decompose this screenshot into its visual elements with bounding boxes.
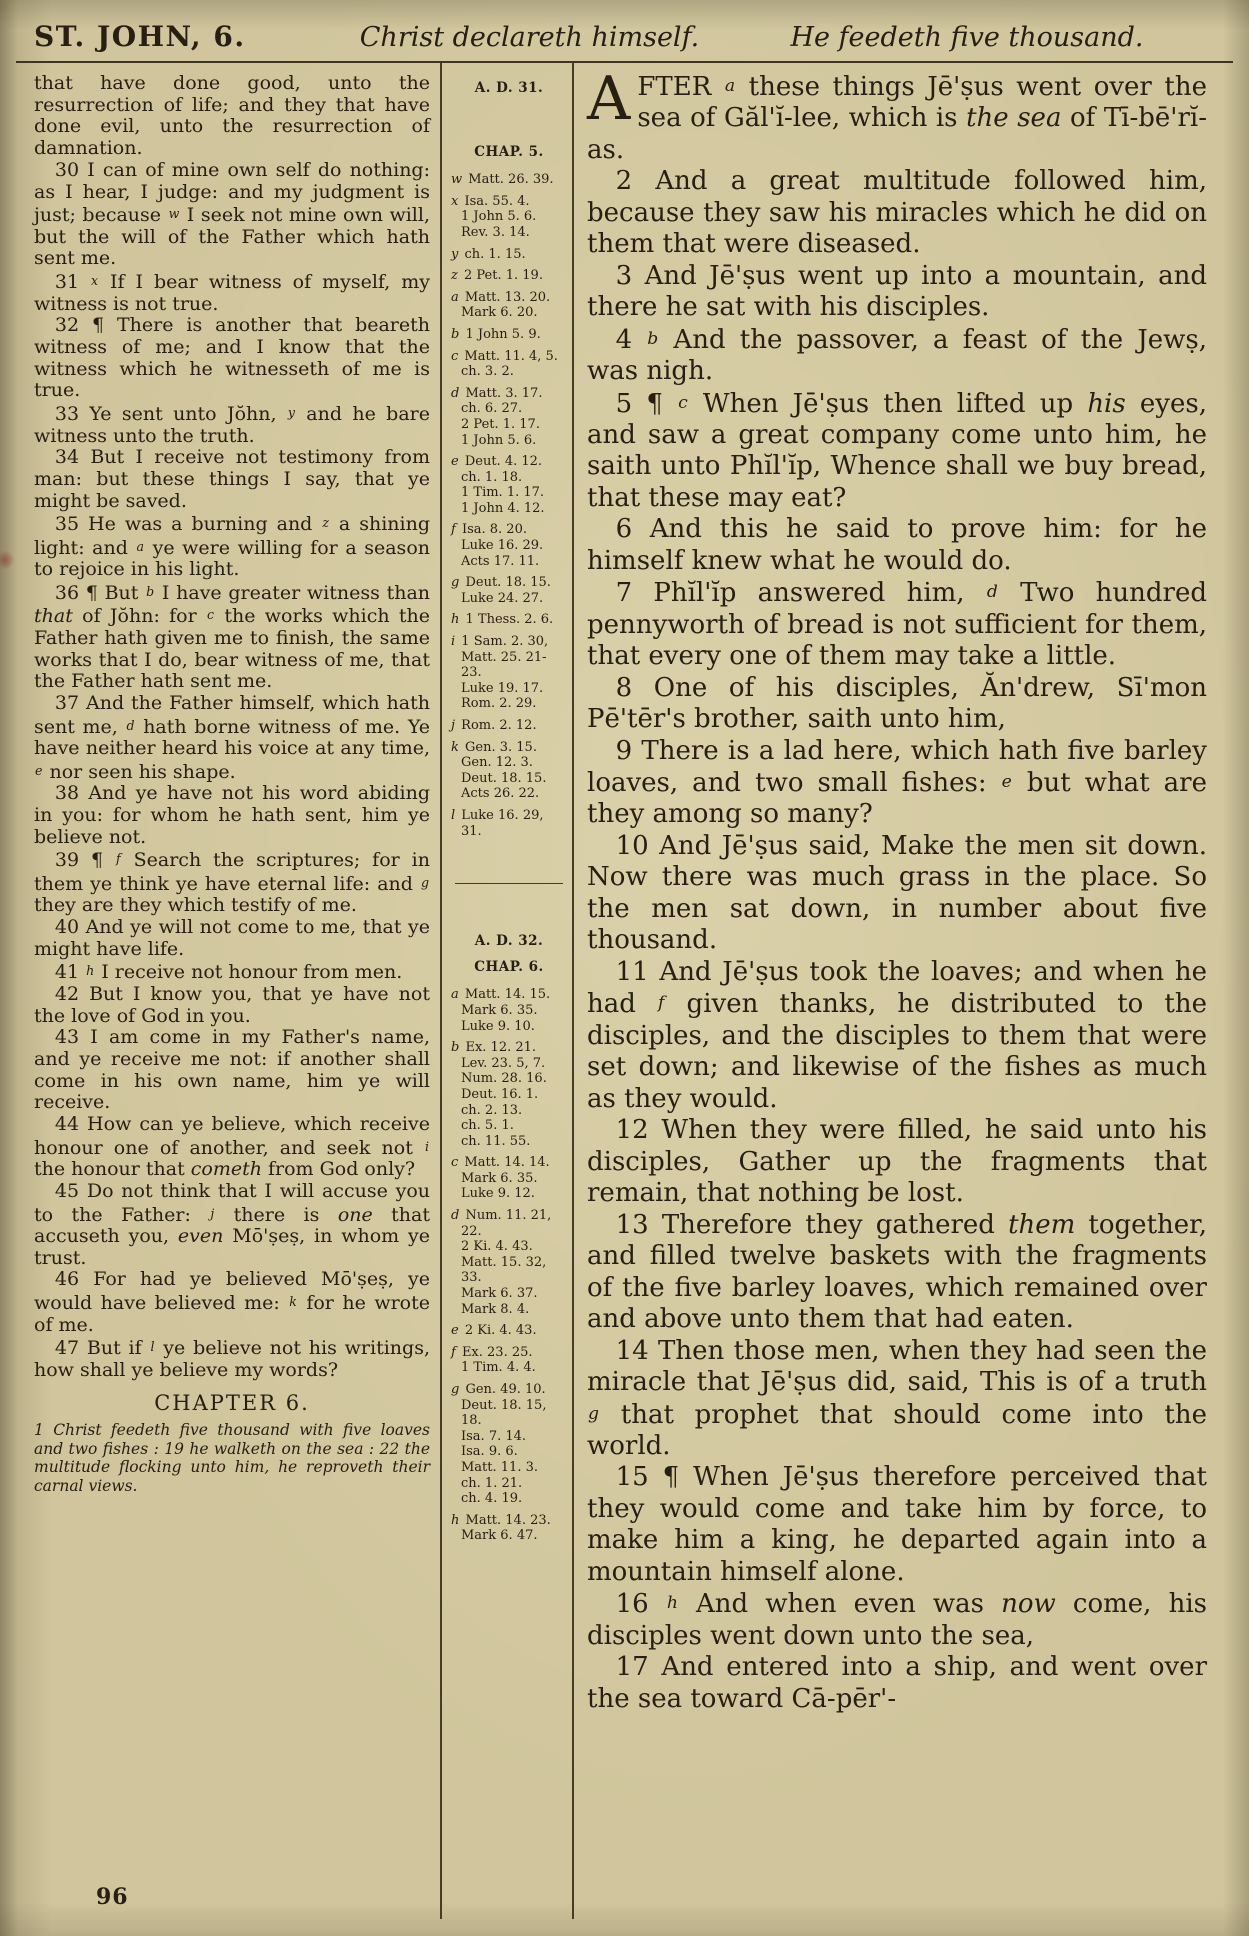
cross-ref-letter: k xyxy=(289,1294,297,1310)
cross-ref-letter: d xyxy=(986,582,998,603)
cross-reference-entry xyxy=(451,172,567,188)
cross-reference-line: i 1 Sam. 2. 30, xyxy=(451,634,549,650)
cross-reference-entry xyxy=(451,634,567,712)
ad-date-label: A. D. 32. xyxy=(474,933,544,950)
cross-ref-letter: y xyxy=(287,405,295,421)
cross-reference-line: h Matt. 14. 23. xyxy=(451,1512,551,1528)
cross-ref-letter: w xyxy=(168,206,180,222)
cross-ref-letter: g xyxy=(451,1382,460,1397)
cross-reference-line: Mark 8. 4. xyxy=(461,1301,530,1317)
left-column-verses xyxy=(34,73,430,1381)
verse: 45 Do not think that I will accuse you to the Father: j there is one that accuseth you, even Mō'ṣeṣ, in whom ye trust. xyxy=(34,1179,431,1269)
cross-reference-line: j Rom. 2. 12. xyxy=(451,718,537,733)
cross-ref-letter: a xyxy=(136,538,144,554)
cross-reference-line: ch. 3. 2. xyxy=(461,364,514,380)
cross-reference-line: d Matt. 3. 17. xyxy=(451,385,543,401)
cross-ref-letter: l xyxy=(150,1339,155,1355)
verse: 4 b And the passover, a feast of the Jewṣ, was nigh. xyxy=(587,324,1207,387)
verse: 6 And this he said to prove him: for he himself knew what he would do. xyxy=(587,514,1207,576)
cross-reference-entry xyxy=(451,1323,567,1339)
chapter-6-heading: CHAPTER 6. xyxy=(154,1391,310,1416)
cross-ref-letter: b xyxy=(146,583,155,599)
cross-reference-line: 1 Tim. 4. 4. xyxy=(461,1360,536,1376)
cross-reference-line: k Gen. 3. 15. xyxy=(451,739,537,755)
cross-reference-line: Mark 6. 20. xyxy=(461,305,538,321)
cross-reference-line: b 1 John 5. 9. xyxy=(451,326,541,342)
cross-reference-line: Luke 9. 12. xyxy=(461,1186,535,1202)
verse: 36 ¶ But b I have greater witness than that of Jŏhn: for c the works which the Father hath given me to finish, the same works that I do, bear witness of me, that the Father hath sent me. xyxy=(34,581,431,693)
cross-ref-letter: h xyxy=(666,1593,678,1614)
cross-ref-letter: d xyxy=(126,717,135,733)
right-column-verses xyxy=(587,64,1208,1715)
verse: 14 Then those men, when they had seen the miracle that Jē'ṣus did, said, This is of a truth g that prophet that should come into the world. xyxy=(587,1335,1207,1461)
cross-reference-entry xyxy=(451,247,567,263)
cross-reference-line: Acts 26. 22. xyxy=(461,786,540,802)
drop-cap: A xyxy=(587,64,631,134)
verse: 40 And ye will not come to me, that ye might have life. xyxy=(34,915,430,960)
cross-reference-entry xyxy=(451,1345,567,1376)
cross-reference-line: w Matt. 26. 39. xyxy=(451,172,554,188)
verse: 34 But I receive not testimony from man: but these things I say, that ye might be saved. xyxy=(34,446,430,512)
verse: 9 There is a lad here, which hath five barley loaves, and two small fishes: e but what are they among so many? xyxy=(587,735,1207,830)
cross-ref-letter: g xyxy=(420,874,429,890)
cross-ref-letter: h xyxy=(86,963,95,979)
cross-reference-line: ch. 1. 18. xyxy=(461,469,523,485)
running-head-left-caption: Christ declareth himself. xyxy=(359,22,700,53)
chapter-label: CHAP. 5. xyxy=(474,143,544,160)
cross-ref-letter: j xyxy=(451,718,456,733)
cross-ref-letter: a xyxy=(451,289,459,305)
right-text-column xyxy=(574,63,1233,1919)
cross-reference-line: Luke 9. 10. xyxy=(461,1018,535,1034)
cross-reference-line: Luke 19. 17. xyxy=(461,680,544,696)
cross-ref-letter: c xyxy=(451,1155,459,1171)
verse: 44 How can ye believe, which receive honour one of another, and seek not i the honour that cometh from God only? xyxy=(34,1113,430,1181)
verse: AFTER a these things Jē'ṣus went over the sea of Găl'ĭ-lee, which is the sea of Tī-bē'rĭ-as. xyxy=(587,64,1207,165)
cross-reference-entry xyxy=(451,327,567,343)
cross-reference-entry xyxy=(451,808,567,839)
verse: 7 Phĭl'ĭp answered him, d Two hundred pennyworth of bread is not sufficient for them, that every one of them may take a little. xyxy=(587,578,1207,672)
cross-reference-line: z 2 Pet. 1. 19. xyxy=(451,268,543,284)
cross-reference-line: Matt. 25. 21- xyxy=(461,649,547,665)
cross-ref-letter: f xyxy=(658,993,665,1014)
cross-reference-entry xyxy=(451,522,567,569)
verse: 46 For had ye believed Mō'ṣeṣ, ye would have believed me: k for he wrote of me. xyxy=(34,1268,430,1336)
cross-reference-line: Rev. 3. 14. xyxy=(461,224,530,240)
cross-ref-letter: e xyxy=(1001,772,1012,793)
cross-reference-line: Acts 17. 11. xyxy=(461,553,540,569)
cross-reference-line: 23. xyxy=(461,665,482,681)
cross-reference-entry xyxy=(451,194,567,241)
page-header xyxy=(0,0,1249,61)
page-number: 96 xyxy=(96,1884,129,1910)
cross-ref-letter: y xyxy=(451,246,459,262)
center-reference-column xyxy=(442,63,572,1919)
cross-ref-letter: f xyxy=(451,522,456,538)
cross-reference-line: Mark 6. 35. xyxy=(461,1002,538,1018)
cross-reference-entry xyxy=(451,612,567,628)
cross-reference-entry xyxy=(451,386,567,448)
cross-reference-entry xyxy=(451,575,567,606)
verse: 15 ¶ When Jē'ṣus therefore perceived that they would come and take him by force, to make him a king, he departed again into a mountain himself alone. xyxy=(587,1462,1207,1587)
cross-ref-letter: l xyxy=(451,807,456,823)
cross-reference-entry xyxy=(451,268,567,284)
cross-ref-letter: f xyxy=(116,851,121,867)
verse: 38 And ye have not his word abiding in you: for whom he hath sent, him ye believe not. xyxy=(34,782,430,848)
cross-reference-line: Mark 6. 35. xyxy=(461,1170,538,1186)
cross-reference-line: ch. 11. 55. xyxy=(461,1133,531,1149)
verse: 11 And Jē'ṣus took the loaves; and when he had f given thanks, he distributed to the disciples, and the disciples to them that were set down; and likewise of the fishes as much as they would. xyxy=(587,956,1208,1114)
chapter-label: CHAP. 6. xyxy=(474,958,544,975)
cross-ref-letter: c xyxy=(451,348,459,364)
cross-reference-line: 22. xyxy=(461,1223,482,1239)
verse: 3 And Jē'ṣus went up into a mountain, and there he sat with his disciples. xyxy=(587,260,1207,323)
verse: 47 But if l ye believe not his writings, how shall ye believe my words? xyxy=(34,1337,430,1381)
verse: 35 He was a burning and z a shining light: and a ye were willing for a season to rejoice in his light. xyxy=(34,513,430,581)
cross-reference-line: e 2 Ki. 4. 43. xyxy=(451,1323,537,1339)
cross-ref-letter: c xyxy=(207,607,215,623)
cross-ref-letter: g xyxy=(451,575,460,591)
cross-reference-line: b Ex. 12. 21. xyxy=(451,1040,537,1056)
cross-ref-letter: i xyxy=(424,1138,429,1154)
cross-reference-line: 1 Tim. 1. 17. xyxy=(461,485,545,501)
cross-reference-entry xyxy=(451,349,567,380)
verse: 17 And entered into a ship, and went over the sea toward Cā-pēr'- xyxy=(587,1652,1207,1714)
verse: 16 h And when even was now come, his disciples went down unto the sea, xyxy=(587,1589,1207,1651)
cross-ref-letter: j xyxy=(210,1205,215,1221)
cross-ref-letter: x xyxy=(451,193,459,209)
cross-reference-line: f Ex. 23. 25. xyxy=(451,1344,533,1360)
cross-reference-line: h 1 Thess. 2. 6. xyxy=(451,612,554,628)
cross-reference-entry xyxy=(451,1155,567,1202)
verse: 39 ¶ f Search the scriptures; for in them ye think ye have eternal life: and g they are they which testify of me. xyxy=(34,849,430,917)
verse: 31 x If I bear witness of myself, my witness is not true. xyxy=(34,270,430,315)
cross-ref-letter: w xyxy=(451,172,463,188)
verse: 41 h I receive not honour from men. xyxy=(54,961,403,984)
cross-reference-line: g Gen. 49. 10. xyxy=(451,1382,546,1397)
cross-reference-line: ch. 4. 19. xyxy=(461,1491,523,1507)
cross-reference-line: l Luke 16. 29, xyxy=(451,807,544,823)
cross-reference-line: a Matt. 14. 15. xyxy=(451,987,551,1003)
cross-ref-letter: e xyxy=(451,454,459,470)
cross-ref-letter: a xyxy=(724,76,736,96)
cross-ref-letter: f xyxy=(451,1344,456,1360)
cross-reference-line: 2 Pet. 1. 17. xyxy=(461,416,540,432)
cross-ref-letter: k xyxy=(451,739,459,755)
cross-reference-line: Isa. 7. 14. xyxy=(461,1428,527,1444)
cross-ref-letter: d xyxy=(451,1208,460,1224)
cross-ref-letter: e xyxy=(35,762,43,778)
cross-ref-letter: b xyxy=(647,328,659,349)
verse: 37 And the Father himself, which hath sent me, d hath borne witness of me. Ye have neither heard his voice at any time, e nor seen his shape. xyxy=(34,691,430,783)
cross-ref-letter: x xyxy=(91,273,99,289)
cross-reference-line: Mark 6. 47. xyxy=(461,1528,538,1544)
cross-reference-line: ch. 5. 1. xyxy=(461,1118,514,1134)
cross-ref-letter: z xyxy=(322,515,329,531)
verse: 32 ¶ There is another that beareth witness of me; and I know that the witness which he witnesseth of me is true. xyxy=(34,314,430,402)
cross-ref-letter: h xyxy=(451,612,460,628)
cross-reference-line: 2 Ki. 4. 43. xyxy=(461,1239,533,1255)
cross-reference-line: y ch. 1. 15. xyxy=(451,246,526,262)
cross-reference-line: Deut. 18. 15, xyxy=(461,1397,547,1413)
cross-reference-line: 33. xyxy=(461,1270,482,1286)
cross-reference-line: Mark 6. 37. xyxy=(461,1286,538,1302)
chapter-6-summary: 1 Christ feedeth five thousand with five loaves and two fishes : 19 he walketh on the sea : 22 the multitude flocking unto him, he reproveth their carnal views. xyxy=(34,1421,430,1495)
running-head-book: ST. JOHN, 6. xyxy=(34,20,246,53)
cross-reference-entry xyxy=(451,1382,567,1507)
cross-reference-entry xyxy=(451,987,567,1034)
cross-reference-entry xyxy=(451,1040,567,1149)
running-head-right-caption: He feedeth five thousand. xyxy=(790,22,1144,53)
cross-reference-line: Isa. 9. 6. xyxy=(461,1444,518,1460)
cross-reference-entry xyxy=(451,290,567,321)
cross-ref-letter: e xyxy=(451,1323,459,1339)
cross-ref-letter: i xyxy=(451,634,456,650)
verse: 12 When they were filled, he said unto his disciples, Gather up the fragments that remain, that nothing be lost. xyxy=(587,1115,1207,1209)
cross-reference-line: ch. 6. 27. xyxy=(461,401,523,417)
cross-reference-line: g Deut. 18. 15. xyxy=(451,575,551,591)
ad-date-label: A. D. 31. xyxy=(474,80,544,96)
verse: 13 Therefore they gathered them together, and filled twelve baskets with the fragments of the five barley loaves, which remained over and above unto them that had eaten. xyxy=(587,1209,1207,1335)
verse: 43 I am come in my Father's name, and ye receive me not: if another shall come in his own name, him ye will receive. xyxy=(34,1026,430,1114)
cross-reference-line: d Num. 11. 21, xyxy=(451,1208,552,1224)
cross-reference-line: Deut. 16. 1. xyxy=(461,1086,539,1102)
cross-reference-line: c Matt. 11. 4, 5. xyxy=(451,348,558,364)
cross-ref-letter: g xyxy=(588,1403,599,1424)
verse: 33 Ye sent unto Jŏhn, y and he bare witness unto the truth. xyxy=(34,402,430,447)
cross-reference-entry xyxy=(451,454,567,516)
cross-ref-letter: b xyxy=(451,326,460,342)
cross-reference-line: Gen. 12. 3. xyxy=(461,755,533,771)
cross-reference-line: c Matt. 14. 14. xyxy=(451,1155,550,1171)
center-column-divider xyxy=(455,883,563,884)
verse: 2 And a great multitude followed him, because they saw his miracles which he did on them that were diseased. xyxy=(587,166,1207,260)
cross-reference-line: x Isa. 55. 4. xyxy=(451,193,530,209)
cross-reference-entry xyxy=(451,740,567,802)
cross-reference-line: Luke 16. 29. xyxy=(461,538,544,554)
cross-reference-line: 18. xyxy=(461,1413,482,1429)
verse: 30 I can of mine own self do nothing: as I hear, I judge: and my judgment is just; because w I seek not mine own will, but the will of the Father which hath sent me. xyxy=(34,158,430,270)
verse: 10 And Jē'ṣus said, Make the men sit down. Now there was much grass in the place. So the men sat down, in number about five thousand. xyxy=(587,830,1207,956)
cross-reference-entry xyxy=(451,1513,567,1544)
cross-reference-line: 1 John 4. 12. xyxy=(461,500,545,516)
cross-reference-line: Matt. 11. 3. xyxy=(461,1459,538,1475)
cross-reference-line: f Isa. 8. 20. xyxy=(451,522,527,538)
cross-reference-entry xyxy=(451,1208,567,1317)
cross-reference-line: Lev. 23. 5, 7. xyxy=(461,1055,546,1071)
verse: 8 One of his disciples, Ăn'drew, Sī'mon Pē'tēr's brother, saith unto him, xyxy=(587,672,1207,735)
text-columns xyxy=(0,63,1249,1919)
verse: that have done good, unto the resurrection of life; and they that have done evil, unto the resurrection of damnation. xyxy=(34,72,430,160)
cross-ref-letter: b xyxy=(451,1040,460,1056)
cross-reference-line: 1 John 5. 6. xyxy=(461,432,537,448)
cross-reference-line: Num. 28. 16. xyxy=(461,1071,547,1087)
cross-reference-line: Luke 24. 27. xyxy=(461,590,544,606)
cross-reference-line: Matt. 15. 32, xyxy=(461,1254,547,1270)
cross-reference-line: Rom. 2. 29. xyxy=(461,696,537,712)
left-text-column xyxy=(16,63,440,1919)
cross-reference-line: 1 John 5. 6. xyxy=(461,209,537,225)
cross-reference-line: ch. 1. 21. xyxy=(461,1475,523,1491)
cross-reference-line: e Deut. 4. 12. xyxy=(451,454,543,470)
cross-reference-line: a Matt. 13. 20. xyxy=(451,289,551,305)
verse: 5 ¶ c When Jē'ṣus then lifted up his eyes, and saw a great company come unto him, he saith unto Phĭl'ĭp, Whence shall we buy bread, that these may eat? xyxy=(587,388,1207,513)
cross-reference-line: 31. xyxy=(461,823,482,839)
cross-ref-letter: a xyxy=(451,987,459,1003)
cross-ref-letter: c xyxy=(678,392,688,413)
cross-ref-letter: h xyxy=(451,1512,460,1528)
cross-reference-entry xyxy=(451,718,567,734)
cross-ref-letter: z xyxy=(451,268,458,284)
cross-reference-line: ch. 2. 13. xyxy=(461,1102,523,1118)
verse: 42 But I know you, that ye have not the love of God in you. xyxy=(34,982,430,1027)
cross-ref-letter: d xyxy=(451,385,460,401)
cross-reference-line: Deut. 18. 15. xyxy=(461,770,547,786)
